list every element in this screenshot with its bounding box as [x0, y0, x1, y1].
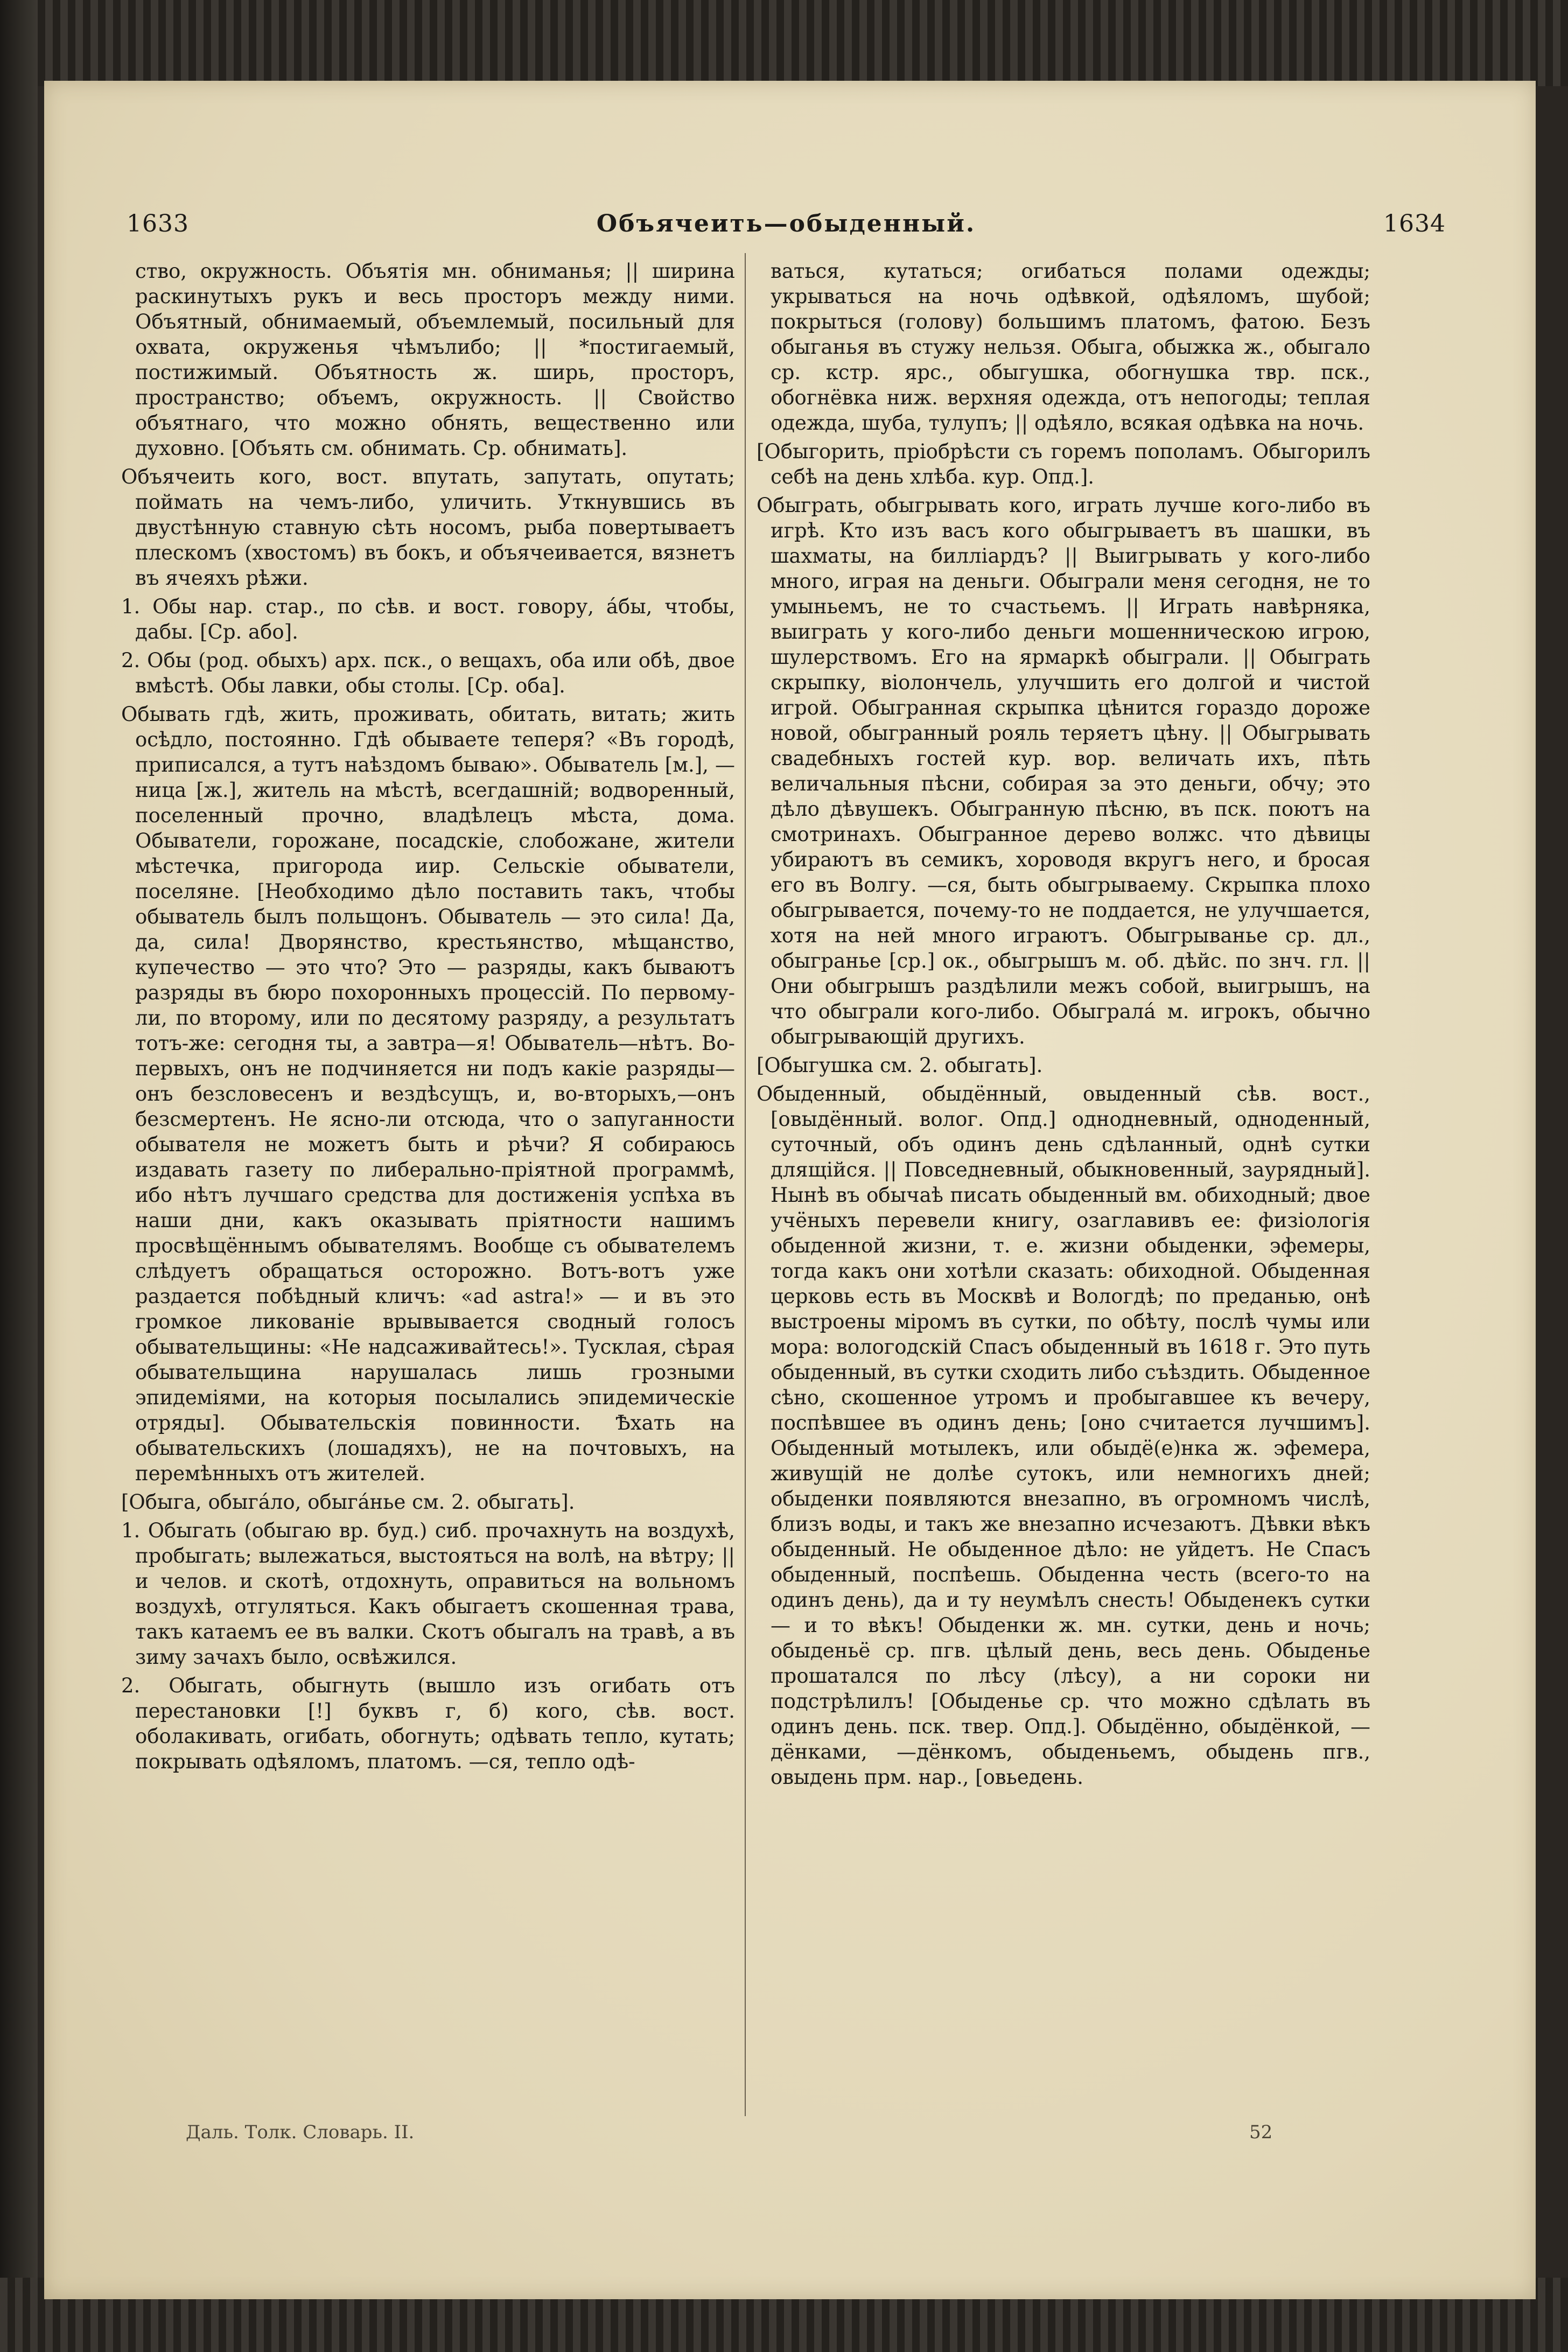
dictionary-entry: 2. Обы (род. обыхъ) арх. пск., о вещахъ, оба или обѣ, двое вмѣстѣ. Обы лавки, обы столы. [Ср. оба].	[121, 649, 735, 697]
page-number-right: 1634	[1383, 210, 1446, 237]
footer-signature-number: 52	[1249, 2122, 1273, 2143]
dictionary-entry: 2. Обыгать, обыгнуть (вышло изъ огибать отъ перестановки [!] буквъ г, б) кого, сѣв. вост. оболакивать, огибать, обогнуть; одѣвать тепло, кутать; покрывать одѣяломъ, платомъ. —ся, тепло одѣ-	[121, 1674, 735, 1773]
dictionary-entry: ство, окружность. Объятія мн. обниманья; || ширина раскинутыхъ рукъ и весь просторъ между ними. Объятный, обнимаемый, объемлемый, посильный для охвата, окруженья чѣмълибо; || *постигаемый, постижимый. Объятность ж. ширь, просторъ, пространство; объемъ, окружность. || Свойство объятнаго, что можно обнять, вещественно или духовно. [Объять см. обнимать. Ср. обнимать].	[135, 260, 735, 460]
book-binding-left	[0, 0, 38, 2352]
dictionary-entry: Обыграть, обыгрывать кого, играть лучше кого-либо въ игрѣ. Кто изъ васъ кого обыгрываетъ въ шашки, въ шахматы, на билліардъ? || Выигрывать у кого-либо много, играя на деньги. Обыграли меня сегодня, не то умыньемъ, не то счастьемъ. || Играть навѣрняка, выиграть у кого-либо деньги мошенническою игрою, шулерствомъ. Его на ярмаркѣ обыграли. || Обыграть скрыпку, віолончель, улучшить его долгой и чистой игрой. Обыгранная скрыпка цѣнится гораздо дороже новой, обыгранный рояль теряетъ цѣну. || Обыгрывать свадебныхъ гостей кур. вор. величать ихъ, пѣть величальныя пѣсни, собирая за это деньги, обчу; это дѣло дѣвушекъ. Обыгранную пѣсню, въ пск. поютъ на смотринахъ. Обыгранное дерево волжс. что дѣвицы убираютъ въ семикъ, хороводя вкругъ него, и бросая его въ Волгу. —ся, быть обыгрываему. Скрыпка плохо обыгрывается, почему-то не поддается, не улучшается, хотя на ней много играютъ. Обыгрыванье ср. дл., обыгранье [ср.] ок., обыгрышъ м. об. дѣйс. по знч. гл. || Они обыгрышъ раздѣлили межъ собой, выигрышъ, на что обыграли кого-либо. Обыгралá м. игрокъ, обычно обыгрывающій другихъ.	[757, 494, 1370, 1048]
dictionary-entry: 1. Обы нар. стар., по сѣв. и вост. говору, áбы, чтобы, дабы. [Ср. або].	[121, 595, 735, 643]
book-binding-top	[0, 0, 1568, 86]
page-title: Объячеить—обыденный.	[596, 210, 976, 237]
dictionary-entry: [Обыгушка см. 2. обыгать].	[757, 1054, 1043, 1077]
left-column	[121, 258, 735, 1777]
dictionary-entry: [Обыга, обыгáло, обыгáнье см. 2. обыгать].	[121, 1490, 575, 1514]
dictionary-entry: Обыденный, обыдённый, овыденный сѣв. вост., [овыдённый. волог. Опд.] однодневный, одноденный, суточный, объ одинъ день сдѣланный, однѣ сутки длящійся. || Повседневный, обыкновенный, заурядный]. Нынѣ въ обычаѣ писать обыденный вм. обиходный; двое учёныхъ перевели книгу, озаглавивъ ее: физіологія обыденной жизни, т. е. жизни обыденки, эфемеры, тогда какъ они хотѣли сказать: обиходной. Обыденная церковь есть въ Москвѣ и Вологдѣ; по преданью, онѣ выстроены міромъ въ сутки, по обѣту, послѣ чумы или мора: вологодскій Спасъ обыденный въ 1618 г. Это путь обыденный, въ сутки сходить либо съѣздить. Обыденное сѣно, скошенное утромъ и пробыгавшее къ вечеру, поспѣвшее въ одинъ день; [оно считается лучшимъ]. Обыденный мотылекъ, или обыдё(е)нка ж. эфемера, живущій не долѣе сутокъ, или немногихъ дней; обыденки появляются внезапно, въ огромномъ числѣ, близъ воды, и такъ же внезапно исчезаютъ. Дѣвки вѣкъ обыденный. Не обыденное дѣло: не уйдетъ. Не Спасъ обыденный, поспѣешь. Обыденна честь (всего-то на одинъ день), да и ту неумѣлъ снесть! Обыденекъ сутки — и то вѣкъ! Обыденки ж. мн. сутки, день и ночь; обыденьё ср. пгв. цѣлый день, весь день. Обыденье прошатался по лѣсу (лѣсу), а ни сороки ни подстрѣлилъ! [Обыденье ср. что можно сдѣлать въ одинъ день. пск. твер. Опд.]. Обыдённо, обыдёнкой, —дёнками, —дёнкомъ, обыденьемъ, обыдень пгв., овыдень прм. нар., [овьедень.	[757, 1082, 1370, 1789]
dictionary-entry: Обывать гдѣ, жить, проживать, обитать, витать; жить осѣдло, постоянно. Гдѣ обываете теперя? «Въ городѣ, приписался, а тутъ наѣздомъ бываю». Обыватель [м.], —ница [ж.], житель на мѣстѣ, всегдашній; водворенный, поселенный прочно, владѣлецъ мѣста, дома. Обыватели, горожане, посадскіе, слобожане, жители мѣстечка, пригорода иир. Сельскіе обыватели, поселяне. [Необходимо дѣло поставить такъ, чтобы обыватель былъ польщонъ. Обыватель — это сила! Да, да, сила! Дворянство, крестьянство, мѣщанство, купечество — это что? Это — разряды, какъ бываютъ разряды въ бюро похоронныхъ процессій. По первому-ли, по второму, или по десятому разряду, а результатъ тотъ-же: сегодня ты, а завтра—я! Обыватель—нѣтъ. Во-первыхъ, онъ не подчиняется ни подъ какіе разряды—онъ безсловесенъ и вездѣсущъ, и, во-вторыхъ,—онъ безсмертенъ. Не ясно-ли отсюда, что о запуганности обывателя не можетъ быть и рѣчи? Я собираюсь издавать газету по либерально-пріятной программѣ, ибо нѣтъ лучшаго средства для достиженія успѣха въ наши дни, какъ оказывать пріятности нашимъ просвѣщённымъ обывателямъ. Вообще съ обывателемъ слѣдуетъ обращаться осторожно. Вотъ-вотъ уже раздается побѣдный кличъ: «ad astra!» — и въ это громкое ликованіе врывывается сводный голосъ обывательщины: «Не надсаживайтесь!». Тусклая, сѣрая обывательщина нарушалась лишь грозными эпидеміями, на которыя посылались эпидемическіе отряды]. Обывательскія повинности. Ѣхать на обывательскихъ (лошадяхъ), не на почтовыхъ, на перемѣнныхъ отъ жителей.	[121, 703, 735, 1485]
column-divider	[745, 253, 746, 2116]
dictionary-entry: 1. Обыгать (обыгаю вр. буд.) сиб. прочахнуть на воздухѣ, пробыгать; вылежаться, выстояться на волѣ, на вѣтру; || и челов. и скотѣ, отдохнуть, оправиться на вольномъ воздухѣ, отгуляться. Какъ обыгаетъ скошенная трава, такъ катаемъ ее въ валки. Скотъ обыгалъ на травѣ, а въ зиму зачахъ было, освѣжился.	[121, 1519, 735, 1669]
page-number-left: 1633	[127, 210, 189, 237]
page-header	[127, 210, 1446, 242]
dictionary-entry: ваться, кутаться; огибаться полами одежды; укрываться на ночь одѣвкой, одѣяломъ, шубой; покрыться (голову) большимъ платомъ, фатою. Безъ обыганья въ стужу нельзя. Обыга, обыжка ж., обыгало ср. кстр. ярс., обыгушка, обогнушка твр. пск., обогнёвка ниж. верхняя одежда, отъ непогоды; теплая одежда, шуба, тулупъ; || одѣяло, всякая одѣвка на ночь.	[771, 260, 1370, 435]
dictionary-entry: Объячеить кого, вост. впутать, запутать, опутать; поймать на чемъ-либо, уличить. Уткнувшись въ двустѣнную ставную сѣть носомъ, рыба повертываетъ плескомъ (хвостомъ) въ бокъ, и объячеивается, вязнетъ въ ячеяхъ рѣжи.	[121, 465, 735, 590]
footer-book-title: Даль. Толк. Словарь. II.	[186, 2122, 415, 2143]
dictionary-entry: [Обыгорить, пріобрѣсти съ горемъ пополамъ. Обыгорилъ себѣ на день хлѣба. кур. Опд.].	[757, 440, 1370, 488]
right-column	[757, 258, 1370, 1793]
